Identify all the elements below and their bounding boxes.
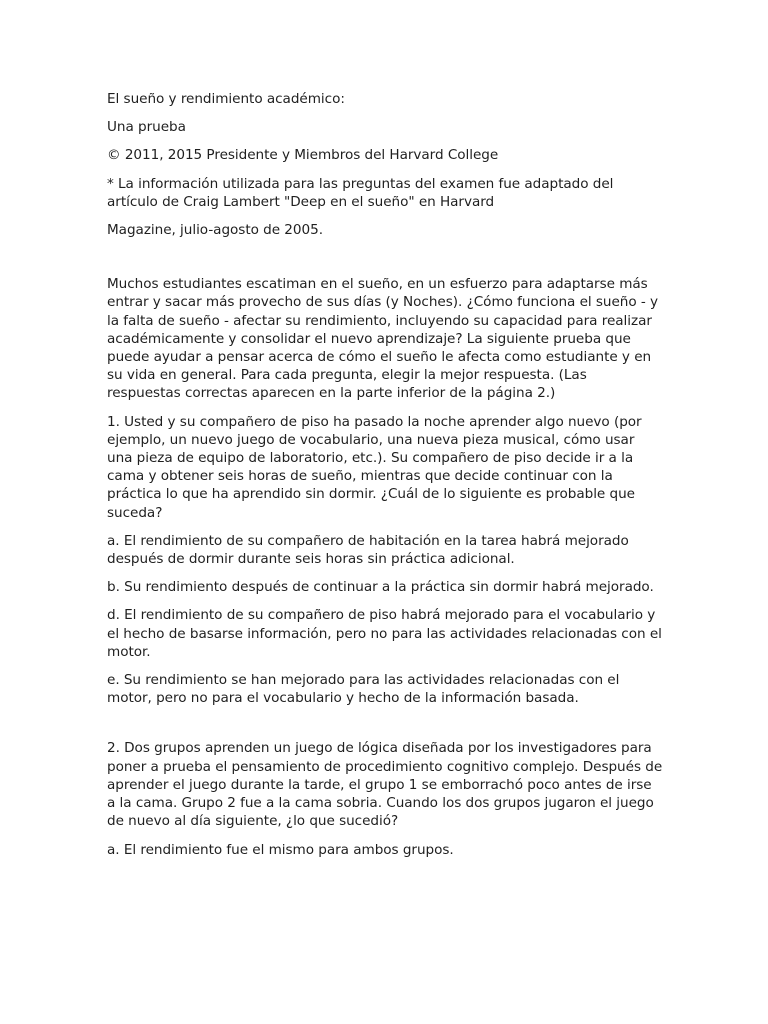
question-1-option-b: b. Su rendimiento después de continuar a la práctica sin dormir habrá mejorado.	[107, 579, 654, 596]
document-page	[107, 90, 663, 869]
source-note-continued: Magazine, julio-agosto de 2005.	[107, 222, 323, 239]
question-1-option-a: a. El rendimiento de su compañero de habitación en la tarea habrá mejorado después de dormir durante seis horas sin práctica adicional.	[107, 532, 629, 568]
question-1-text: 1. Usted y su compañero de piso ha pasado la noche aprender algo nuevo (por ejemplo, un nuevo juego de vocabulario, una nueva pieza musical, cómo usar una pieza de equipo de laboratorio, etc.). Su compañero de piso decide ir a la cama y obtener seis horas de sueño, mientras que decide continuar con la práctica lo que ha aprendido sin dormir. ¿Cuál de lo siguiente es probable que suceda?	[107, 413, 642, 521]
copyright-line: © 2011, 2015 Presidente y Miembros del Harvard College	[107, 147, 499, 164]
source-note: * La información utilizada para las preguntas del examen fue adaptado del artículo de Craig Lambert "Deep en el sueño" en Harvard	[107, 175, 614, 210]
section-spacer	[107, 717, 663, 739]
document-title: El sueño y rendimiento académico:	[107, 91, 345, 107]
question-2-text: 2. Dos grupos aprenden un juego de lógica diseñada por los investigadores para poner a prueba el pensamiento de procedimiento cognitivo complejo. Después de aprender el juego durante la tarde, el grupo 1 se emborrachó poco antes de irse a la cama. Grupo 2 fue a la cama sobria. Cuando los dos grupos jugaron el juego de nuevo al día siguiente, ¿lo que sucedió?	[107, 740, 663, 830]
section-spacer	[107, 249, 663, 275]
question-1-option-e: e. Su rendimiento se han mejorado para las actividades relacionadas con el motor, pero no para el vocabulario y hecho de la información basada.	[107, 672, 620, 707]
question-1-option-d: d. El rendimiento de su compañero de piso habrá mejorado para el vocabulario y el hecho de basarse información, pero no para las actividades relacionadas con el motor.	[107, 607, 662, 660]
question-2-option-a: a. El rendimiento fue el mismo para ambos grupos.	[107, 841, 454, 858]
intro-paragraph: Muchos estudiantes escatiman en el sueño, en un esfuerzo para adaptarse más entrar y sacar más provecho de sus días (y Noches). ¿Cómo funciona el sueño - y la falta de sueño - afectar su rendimiento, incluyendo su capacidad para realizar académicamente y consolidar el nuevo aprendizaje? La siguiente prueba que puede ayudar a pensar acerca de cómo el sueño le afecta como estudiante y en su vida en general. Para cada pregunta, elegir la mejor respuesta. (Las respuestas correctas aparecen en la parte inferior de la página 2.)	[107, 276, 659, 402]
document-subtitle: Una prueba	[107, 119, 186, 136]
